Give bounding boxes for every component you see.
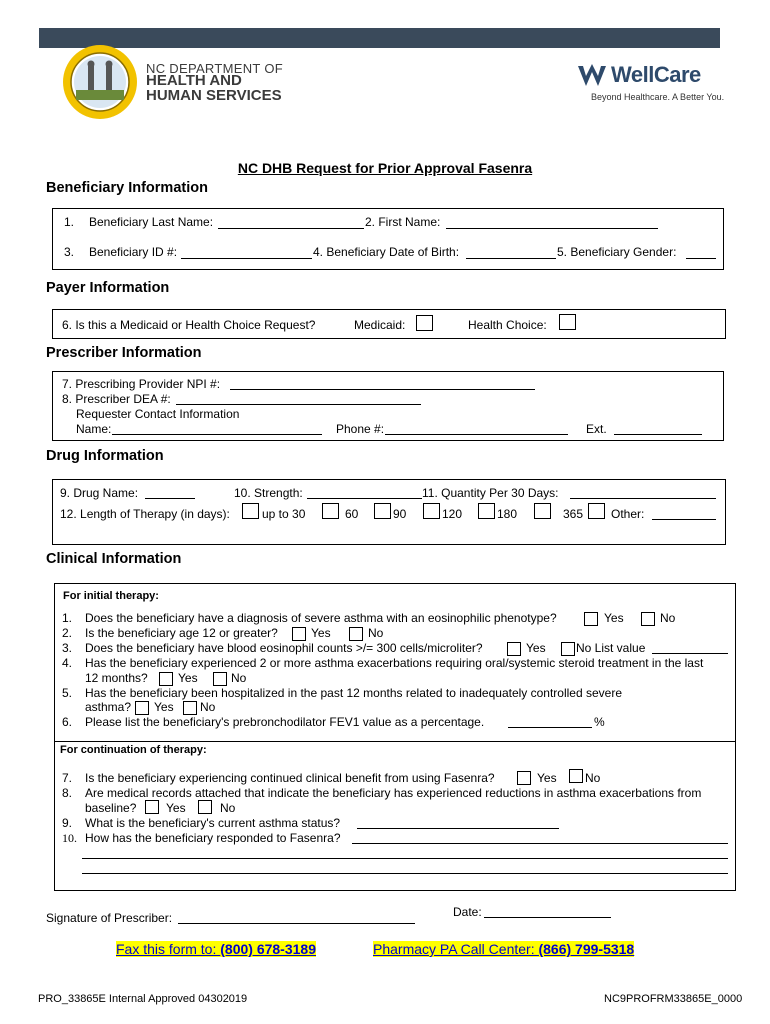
length-180-checkbox[interactable] (478, 503, 495, 519)
length-upto30-checkbox[interactable] (242, 503, 259, 519)
dea-field[interactable] (176, 404, 421, 405)
q3-list-value-field[interactable] (652, 653, 728, 654)
q1-no-checkbox[interactable] (641, 612, 655, 626)
q7-no-label: No (585, 771, 601, 785)
fax-label: Fax this form to: (116, 941, 221, 957)
header-bar (39, 28, 720, 48)
clinical-heading: Clinical Information (46, 551, 182, 567)
signature-field[interactable] (178, 923, 415, 924)
q10-response-field-3[interactable] (82, 873, 728, 874)
field-number-3: 3. (64, 245, 75, 259)
drug-heading: Drug Information (46, 448, 164, 464)
q4-text-line1: Has the beneficiary experienced 2 or more asthma exacerbations requiring oral/systemic steroid treatment in the last (85, 656, 704, 670)
length-365-checkbox[interactable] (534, 503, 551, 519)
q3-no-list-label: No List value (576, 641, 646, 655)
length-180-label: 180 (497, 507, 518, 521)
quantity-field[interactable] (570, 498, 716, 499)
npi-field[interactable] (230, 389, 535, 390)
pharmacy-number: (866) 799-5318 (538, 941, 635, 957)
q3-yes-checkbox[interactable] (507, 642, 521, 656)
q6-fev1-field[interactable] (508, 727, 592, 728)
length-label: 12. Length of Therapy (in days): (60, 507, 230, 521)
length-120-label: 120 (442, 507, 463, 521)
q5-no-label: No (200, 700, 216, 714)
ext-label: Ext. (586, 422, 607, 436)
pharmacy-label: Pharmacy PA Call Center: (373, 941, 539, 957)
dea-label: 8. Prescriber DEA #: (62, 392, 171, 406)
beneficiary-id-label: Beneficiary ID #: (89, 245, 178, 259)
clinical-divider (54, 741, 736, 742)
agency-name-line2: HEALTH AND (146, 72, 242, 89)
form-title: NC DHB Request for Prior Approval Fasenra (237, 160, 533, 176)
q6-number: 6. (62, 715, 73, 729)
q3-yes-label: Yes (526, 641, 546, 655)
length-other-field[interactable] (652, 519, 716, 520)
q3-number: 3. (62, 641, 73, 655)
length-90-checkbox[interactable] (374, 503, 391, 519)
q5-yes-checkbox[interactable] (135, 701, 149, 715)
q8-no-label: No (220, 801, 236, 815)
q5-text-line2: asthma? (85, 700, 132, 714)
initial-therapy-text: For initial therapy (63, 590, 156, 602)
q5-text-line1: Has the beneficiary been hospitalized in the past 12 months related to inadequately controlled severe (85, 686, 623, 700)
q4-no-label: No (231, 671, 247, 685)
requester-contact-label: Requester Contact Information (76, 407, 240, 421)
length-120-checkbox[interactable] (423, 503, 440, 519)
length-other-label: Other: (611, 507, 645, 521)
footer-left: PRO_33865E Internal Approved 04302019 (38, 993, 248, 1005)
dob-field[interactable] (466, 258, 556, 259)
q5-no-checkbox[interactable] (183, 701, 197, 715)
q4-text-line2: 12 months? (85, 671, 148, 685)
q1-yes-checkbox[interactable] (584, 612, 598, 626)
q4-no-checkbox[interactable] (213, 672, 227, 686)
beneficiary-heading: Beneficiary Information (46, 180, 208, 196)
field-number-1: 1. (64, 215, 75, 229)
q5-number: 5. (62, 686, 73, 700)
q8-text-line2: baseline? (85, 801, 137, 815)
requester-name-label: Name: (76, 422, 112, 436)
q1-yes-label: Yes (604, 611, 624, 625)
q3-text: Does the beneficiary have blood eosinophil counts >/= 300 cells/microliter? (85, 641, 483, 655)
first-name-label: 2. First Name: (365, 215, 441, 229)
q9-asthma-status-field[interactable] (357, 828, 559, 829)
q8-number: 8. (62, 786, 73, 800)
q6-text: Please list the beneficiary's prebronchodilator FEV1 value as a percentage. (85, 715, 485, 729)
q6-percent-sign: % (594, 715, 605, 729)
payer-heading: Payer Information (46, 280, 170, 296)
length-90-label: 90 (393, 507, 407, 521)
npi-label: 7. Prescribing Provider NPI #: (62, 377, 221, 391)
first-name-field[interactable] (446, 228, 658, 229)
q7-text: Is the beneficiary experiencing continued clinical benefit from using Fasenra? (85, 771, 495, 785)
wellcare-tagline: Beyond Healthcare. A Better You. (591, 92, 725, 102)
wellcare-name: WellCare (611, 62, 701, 87)
fax-number: (800) 678-3189 (220, 941, 316, 957)
last-name-label: Beneficiary Last Name: (89, 215, 214, 229)
length-365-label: 365 (563, 507, 584, 521)
length-other-checkbox[interactable] (588, 503, 605, 519)
drug-name-label: 9. Drug Name: (60, 486, 139, 500)
q8-yes-checkbox[interactable] (145, 800, 159, 814)
q7-yes-label: Yes (537, 771, 557, 785)
ext-field[interactable] (614, 434, 702, 435)
medicaid-label: Medicaid: (354, 318, 406, 332)
pharmacy-line (373, 941, 634, 957)
q8-text-line1: Are medical records attached that indicate the beneficiary has experienced reductions in asthma exacerbations from (85, 786, 702, 800)
q2-no-label: No (368, 626, 384, 640)
q9-text: What is the beneficiary's current asthma status? (85, 816, 341, 830)
footer-right: NC9PROFRM33865E_0000 (604, 993, 743, 1005)
q1-number: 1. (62, 611, 73, 625)
initial-therapy-colon: : (155, 590, 159, 602)
length-60-checkbox[interactable] (322, 503, 339, 519)
wellcare-logo-icon (577, 62, 611, 88)
q8-no-checkbox[interactable] (198, 800, 212, 814)
strength-field[interactable] (307, 498, 422, 499)
q2-number: 2. (62, 626, 73, 640)
q7-no-checkbox[interactable] (569, 769, 583, 783)
initial-therapy-label (63, 590, 159, 602)
phone-field[interactable] (385, 434, 568, 435)
signature-label: Signature of Prescriber: (46, 911, 173, 925)
q4-number: 4. (62, 656, 73, 670)
phone-label: Phone #: (336, 422, 385, 436)
health-choice-checkbox[interactable] (559, 314, 576, 330)
prescriber-heading: Prescriber Information (46, 345, 202, 361)
last-name-field[interactable] (218, 228, 364, 229)
agency-name-line3: HUMAN SERVICES (146, 87, 282, 104)
q10-response-field-1[interactable] (352, 843, 728, 844)
q2-no-checkbox[interactable] (349, 627, 363, 641)
q3-no-checkbox[interactable] (561, 642, 575, 656)
q10-text: How has the beneficiary responded to Fasenra? (85, 831, 341, 845)
q1-text: Does the beneficiary have a diagnosis of severe asthma with an eosinophilic phenotype? (85, 611, 557, 625)
q7-yes-checkbox[interactable] (517, 771, 531, 785)
q5-yes-label: Yes (154, 700, 174, 714)
date-label: Date: (453, 905, 482, 919)
q4-yes-checkbox[interactable] (159, 672, 173, 686)
health-choice-label: Health Choice: (468, 318, 547, 332)
q9-number: 9. (62, 816, 73, 830)
q10-number: 10. (62, 831, 77, 845)
q10-response-field-2[interactable] (82, 858, 728, 859)
gender-label: 5. Beneficiary Gender: (557, 245, 677, 259)
q2-yes-checkbox[interactable] (292, 627, 306, 641)
length-upto30-label: up to 30 (262, 507, 306, 521)
dob-label: 4. Beneficiary Date of Birth: (313, 245, 460, 259)
agency-name-line1: NC DEPARTMENT OF (146, 61, 283, 76)
nc-state-seal-logo (62, 44, 138, 120)
q1-no-label: No (660, 611, 676, 625)
gender-field[interactable] (686, 258, 716, 259)
medicaid-question: 6. Is this a Medicaid or Health Choice Request? (62, 318, 316, 332)
length-60-label: 60 (345, 507, 359, 521)
q2-yes-label: Yes (311, 626, 331, 640)
requester-name-field[interactable] (112, 434, 322, 435)
q2-text: Is the beneficiary age 12 or greater? (85, 626, 278, 640)
q4-yes-label: Yes (178, 671, 198, 685)
q8-yes-label: Yes (166, 801, 186, 815)
beneficiary-id-field[interactable] (181, 258, 312, 259)
fax-line (116, 941, 316, 957)
strength-label: 10. Strength: (234, 486, 303, 500)
drug-name-field[interactable] (145, 498, 195, 499)
q7-number: 7. (62, 771, 73, 785)
quantity-label: 11. Quantity Per 30 Days: (422, 486, 559, 500)
date-field[interactable] (484, 917, 611, 918)
continuation-therapy-label: For continuation of therapy: (60, 744, 207, 756)
medicaid-checkbox[interactable] (416, 315, 433, 331)
